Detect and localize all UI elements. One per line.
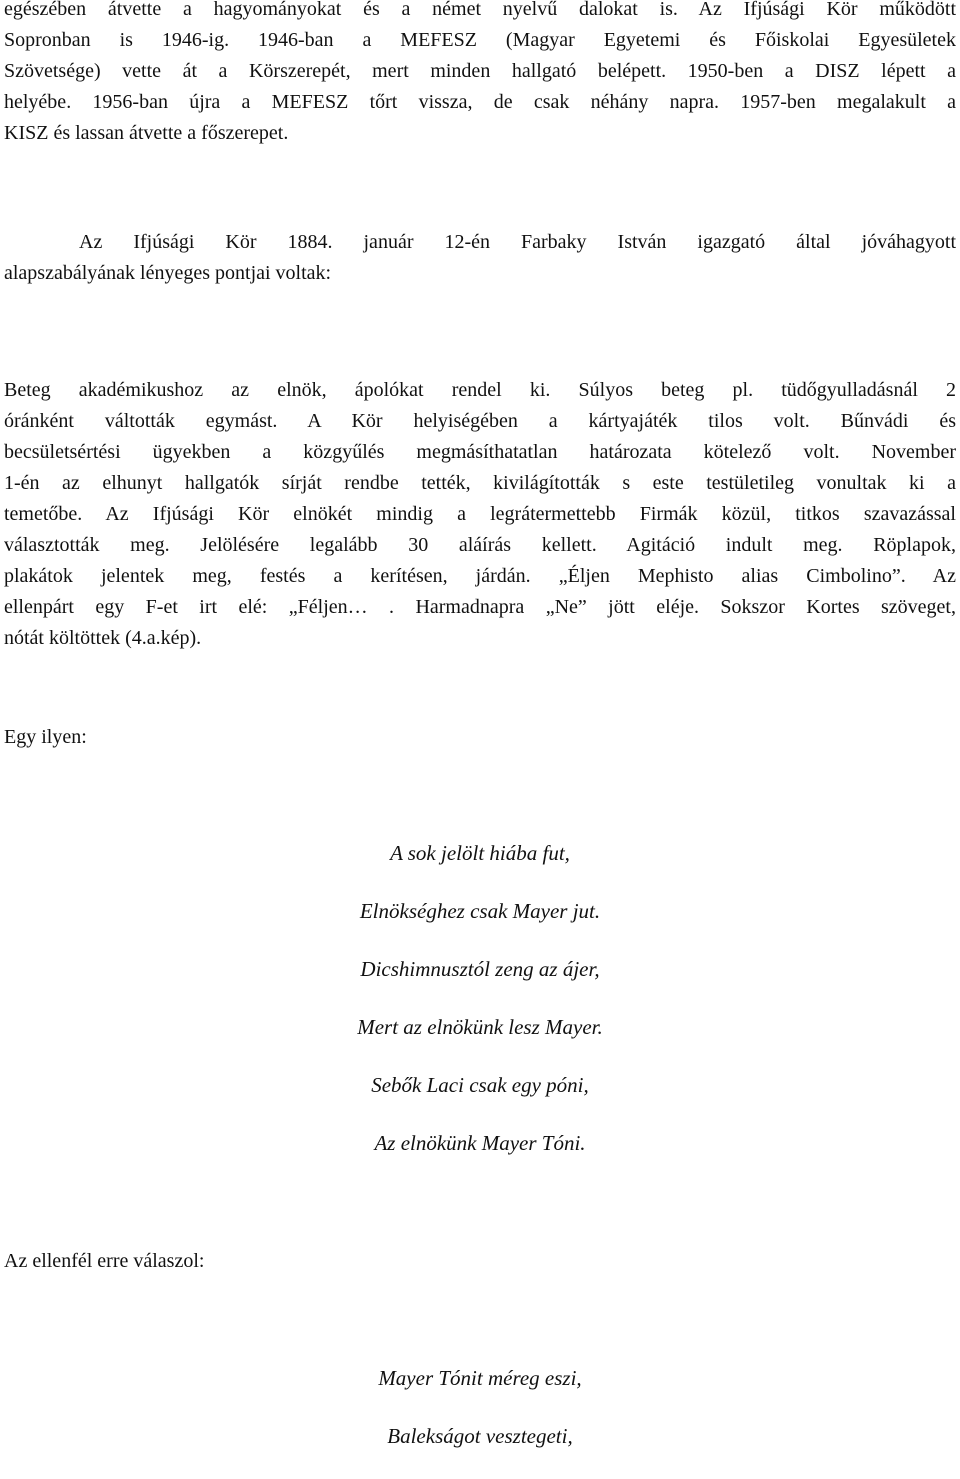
text-line: alapszabályának lényeges pontjai voltak: (4, 262, 332, 284)
rules-paragraph (4, 375, 956, 654)
text-line: Sopronban is 1946-ig. 1946-ban a MEFESZ (Magyar Egyetemi és Főiskolai Egyesületek (4, 29, 956, 51)
poem-one (4, 838, 956, 1186)
text-line: ellenpárt egy F-et irt elé: „Féljen… . Harmadnapra „Ne” jött eléje. Sokszor Kortes szöveget, (4, 596, 956, 618)
text-line: helyébe. 1956-ban újra a MEFESZ tőrt vissza, de csak néhány napra. 1957-ben megalakult a (4, 91, 956, 113)
poem-two-label: Az ellenfél erre válaszol: (4, 1250, 205, 1272)
text-line: plakátok jelentek meg, festés a kerítésen, járdán. „Éljen Mephisto alias Cimbolino”. Az (4, 565, 956, 587)
poem-line: Balekságot vesztegeti, (387, 1424, 573, 1448)
poem-line: Elnökséghez csak Mayer jut. (359, 899, 601, 923)
text-line: egészében átvette a hagyományokat és a német nyelvű dalokat is. Az Ifjúsági Kör működött (4, 0, 956, 20)
poem-line: Sebők Laci csak egy póni, (371, 1073, 589, 1097)
text-line: nótát költöttek (4.a.kép). (4, 627, 202, 649)
poem-line: Mayer Tónit méreg eszi, (378, 1366, 582, 1390)
text-line: becsületsértési ügyekben a közgyűlés megmásíthatatlan határozata kötelező volt. November (4, 441, 956, 463)
poem-two (4, 1363, 956, 1479)
poem-one-label: Egy ilyen: (4, 726, 87, 748)
text-line: óránként váltották egymást. A Kör helyiségében a kártyajáték tilos volt. Bűnvádi és (4, 410, 956, 432)
text-line: választották meg. Jelölésére legalább 30 aláírás kellett. Agitáció indult meg. Röplapok, (4, 534, 956, 556)
text-line: 1-én az elhunyt hallgatók sírját rendbe tették, kivilágították s este testületileg vonultak ki a (4, 472, 956, 494)
poem-line: Dicshimnusztól zeng az ájer, (360, 957, 600, 981)
poem-line: Az elnökünk Mayer Tóni. (374, 1131, 586, 1155)
text-line: KISZ és lassan átvette a főszerepet. (4, 122, 289, 144)
intro-paragraph (4, 0, 956, 149)
rules-intro-paragraph (4, 227, 956, 289)
text-line: Az Ifjúsági Kör 1884. január 12-én Farbaky István igazgató által jóváhagyott (79, 231, 956, 253)
poem-line: Mert az elnökünk lesz Mayer. (357, 1015, 603, 1039)
text-line: Beteg akadémikushoz az elnök, ápolókat rendel ki. Súlyos beteg pl. tüdőgyulladásnál 2 (4, 379, 956, 401)
text-line: temetőbe. Az Ifjúsági Kör elnökét mindig a legrátermettebb Firmák közül, titkos szavazással (4, 503, 956, 525)
text-line: Szövetsége) vette át a Körszerepét, mert minden hallgató belépett. 1950-ben a DISZ lépett a (4, 60, 956, 82)
poem-line: A sok jelölt hiába fut, (390, 841, 570, 865)
